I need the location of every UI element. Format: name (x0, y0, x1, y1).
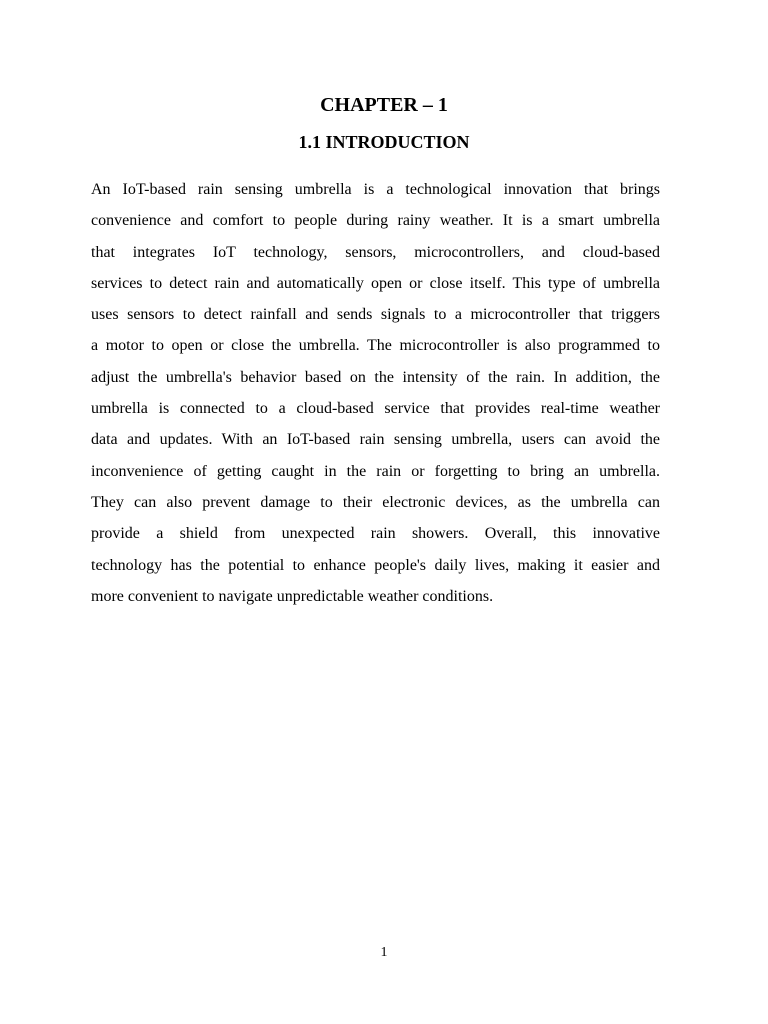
paragraph-line: data and updates. With an IoT-based rain sensing umbrella, users can avoid the (91, 431, 660, 449)
introduction-paragraph (91, 174, 660, 612)
paragraph-line: uses sensors to detect rainfall and sends signals to a microcontroller that triggers (91, 306, 660, 324)
paragraph-line: provide a shield from unexpected rain showers. Overall, this innovative (91, 525, 660, 543)
paragraph-line: convenience and comfort to people during rainy weather. It is a smart umbrella (91, 212, 660, 230)
paragraph-line: more convenient to navigate unpredictable weather conditions. (91, 587, 494, 605)
paragraph-line: An IoT-based rain sensing umbrella is a technological innovation that brings (91, 181, 660, 198)
section-title: 1.1 INTRODUCTION (298, 132, 470, 152)
paragraph-line: services to detect rain and automatically open or close itself. This type of umbrella (91, 274, 660, 292)
paragraph-line: umbrella is connected to a cloud-based service that provides real-time weather (91, 400, 660, 418)
paragraph-line: adjust the umbrella's behavior based on the intensity of the rain. In addition, the (91, 368, 660, 386)
paragraph-line: technology has the potential to enhance people's daily lives, making it easier and (91, 556, 660, 574)
page-number: 1 (380, 945, 388, 960)
chapter-title: CHAPTER – 1 (320, 94, 448, 116)
paragraph-line: inconvenience of getting caught in the rain or forgetting to bring an umbrella. (91, 462, 660, 480)
paragraph-line: They can also prevent damage to their electronic devices, as the umbrella can (91, 493, 660, 511)
paragraph-line: that integrates IoT technology, sensors, microcontrollers, and cloud-based (91, 243, 660, 261)
paragraph-line: a motor to open or close the umbrella. The microcontroller is also programmed to (91, 337, 660, 355)
